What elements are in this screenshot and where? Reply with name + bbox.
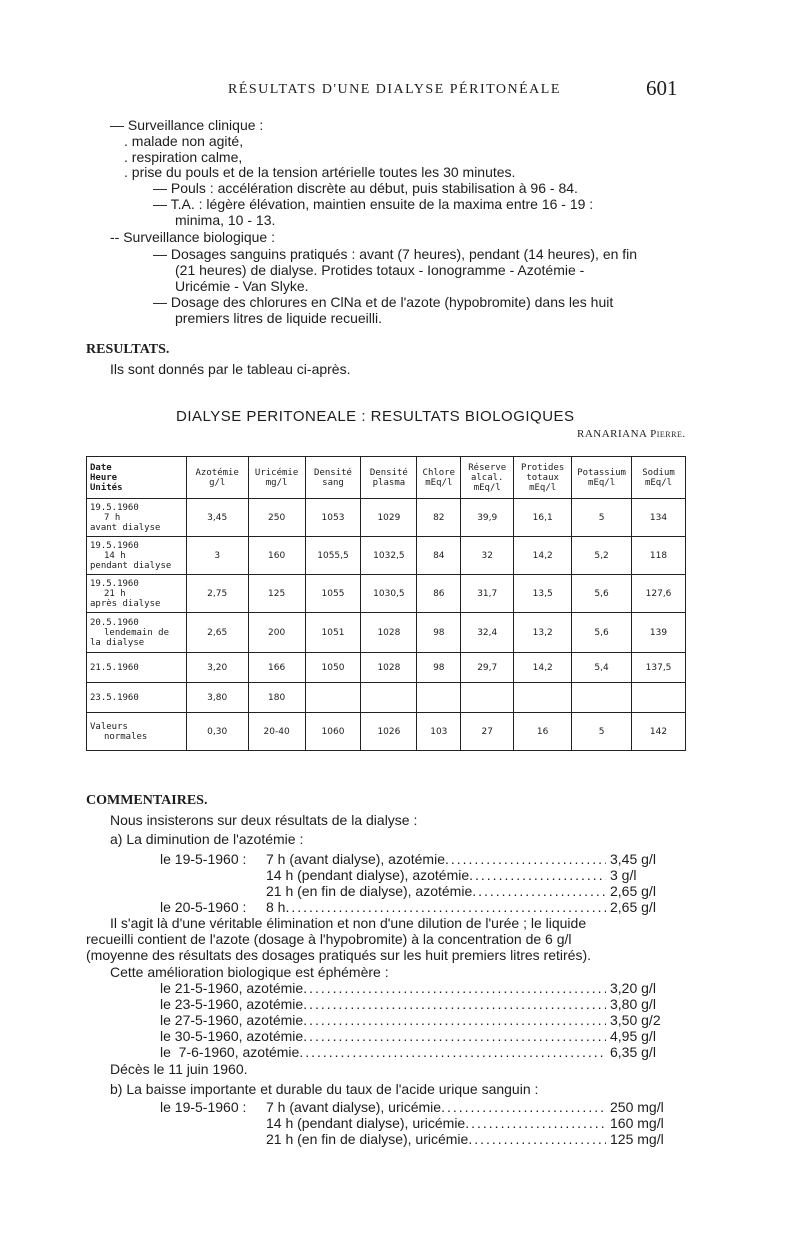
pouls-line: — Pouls : accélération discrète au début, puis stabilisation à 96 - 84. (153, 180, 578, 196)
value-cell: 3 (186, 537, 248, 575)
leader-dots (465, 1115, 606, 1132)
chlorures-line: — Dosage des chlorures en ClNa et de l'azote (hypobromite) dans les huit (153, 294, 614, 310)
table-author: RANARIANA Pierre. (577, 428, 686, 440)
leader-line (266, 1131, 688, 1148)
value-cell: 13,2 (514, 613, 572, 653)
header-cell (572, 457, 632, 499)
value-cell (305, 683, 361, 713)
row-label-text: 21 h (104, 588, 126, 599)
leader-dots (299, 1044, 606, 1061)
header-cell (248, 457, 305, 499)
value-cell: 1055,5 (305, 537, 361, 575)
leader-dots (472, 883, 606, 900)
value-cell: 200 (248, 613, 305, 653)
value-cell: 98 (417, 613, 461, 653)
header-text: Uricémie (254, 467, 299, 478)
value-cell: 166 (248, 653, 305, 683)
line-value: 160 mg/l (610, 1115, 664, 1131)
leader-line (266, 883, 688, 900)
table-row (87, 575, 686, 613)
value-cell: 5 (572, 499, 632, 537)
line-value: 125 mg/l (610, 1131, 664, 1147)
chlorures-line: premiers litres de liquide recueilli. (175, 310, 382, 326)
results-table (86, 456, 686, 751)
leader-dots (303, 1028, 606, 1045)
header-text: Densité (369, 467, 408, 478)
line-value: 2,65 g/l (610, 899, 656, 915)
leader-line (160, 1012, 688, 1029)
header-cell (305, 457, 361, 499)
value-cell: 32,4 (461, 613, 514, 653)
value-cell: 16 (514, 713, 572, 751)
line-text: 7 h (avant dialyse), uricémie (266, 1099, 442, 1115)
row-label-text: après dialyse (90, 598, 161, 609)
row-label-text: 20.5.1960 (90, 617, 139, 628)
value-cell: 142 (632, 713, 686, 751)
running-title: RÉSULTATS D'UNE DIALYSE PÉRITONÉALE (228, 82, 561, 97)
value-cell: 137,5 (632, 653, 686, 683)
leader-line (160, 1028, 688, 1045)
value-cell: 3,80 (186, 683, 248, 713)
row-label-text: 14 h (104, 550, 126, 561)
para1-line: Il s'agit là d'une véritable élimination et non d'une dilution de l'urée ; le liquide (110, 915, 587, 931)
value-cell (361, 683, 417, 713)
value-cell: 1030,5 (361, 575, 417, 613)
line-value: 3 g/l (610, 867, 637, 883)
value-cell: 1026 (361, 713, 417, 751)
value-cell: 5 (572, 713, 632, 751)
header-text: Potassium (577, 467, 626, 478)
line-text: 7 h (avant dialyse), azotémie (266, 851, 445, 867)
clinique-item: . malade non agité, (124, 133, 244, 149)
dosages-line: Uricémie - Van Slyke. (175, 278, 309, 294)
header-cell (514, 457, 572, 499)
value-cell: 1055 (305, 575, 361, 613)
value-cell: 134 (632, 499, 686, 537)
header-text: Réserve (468, 462, 507, 473)
header-text: Unités (90, 482, 123, 493)
value-cell (417, 683, 461, 713)
line-text: 8 h (266, 899, 286, 915)
value-cell: 16,1 (514, 499, 572, 537)
value-cell: 250 (248, 499, 305, 537)
value-cell (514, 683, 572, 713)
leader-line (160, 996, 688, 1013)
ephemere-line: Cette amélioration biologique est éphémère : (110, 964, 389, 980)
value-cell: 39,9 (461, 499, 514, 537)
table-row (87, 683, 686, 713)
row-label-cell (87, 499, 187, 537)
row-label-cell (87, 613, 187, 653)
commentaires-intro: Nous insisterons sur deux résultats de la dialyse : (110, 812, 418, 828)
value-cell: 98 (417, 653, 461, 683)
value-cell: 180 (248, 683, 305, 713)
row-label-text: Valeurs (90, 721, 128, 732)
value-cell: 27 (461, 713, 514, 751)
header-text: Azotémie (195, 467, 239, 478)
row-label-text: 19.5.1960 (90, 502, 139, 513)
line-value: 3,20 g/l (610, 980, 656, 996)
header-text: mEq/l (425, 477, 453, 488)
line-value: 3,45 g/l (610, 851, 656, 867)
value-cell: 82 (417, 499, 461, 537)
line-text: 21 h (en fin de dialyse), azotémie (266, 883, 473, 899)
header-cell (461, 457, 514, 499)
header-text: mEq/l (529, 482, 557, 493)
table-header-row (87, 457, 686, 499)
value-cell: 1051 (305, 613, 361, 653)
value-cell: 118 (632, 537, 686, 575)
leader-line (266, 1115, 688, 1132)
leader-line (266, 1099, 688, 1116)
value-cell: 160 (248, 537, 305, 575)
value-cell: 1050 (305, 653, 361, 683)
value-cell: 5,2 (572, 537, 632, 575)
header-text: Chlore (422, 467, 456, 478)
header-text: Heure (90, 472, 118, 483)
line-text: le 7-6-1960, azotémie (160, 1044, 300, 1060)
line-text: le 30-5-1960, azotémie (160, 1028, 304, 1044)
value-cell: 2,75 (186, 575, 248, 613)
value-cell: 86 (417, 575, 461, 613)
row-label-text: lendemain de (104, 627, 170, 638)
value-cell: 3,45 (186, 499, 248, 537)
line-text: 14 h (pendant dialyse), uricémie (266, 1115, 466, 1131)
header-cell (632, 457, 686, 499)
row-label-text: avant dialyse (90, 522, 161, 533)
value-cell: 103 (417, 713, 461, 751)
header-text: totaux (526, 472, 559, 483)
value-cell: 1029 (361, 499, 417, 537)
line-value: 3,80 g/l (610, 996, 656, 1012)
line-date: le 19-5-1960 : (160, 851, 247, 867)
header-cell (361, 457, 417, 499)
row-label-cell (87, 575, 187, 613)
leader-dots (303, 996, 606, 1013)
row-label-text: 23.5.1960 (90, 692, 139, 703)
value-cell: 139 (632, 613, 686, 653)
para1-line: (moyenne des résultats des dosages pratiqués sur les huit premiers litres retirés). (86, 947, 591, 963)
table-row (87, 713, 686, 751)
header-cell-date (87, 457, 187, 499)
header-text: Date (90, 462, 112, 473)
line-value: 3,50 g/2 (610, 1012, 661, 1028)
line-date: le 19-5-1960 : (160, 1099, 247, 1115)
row-label-cell (87, 683, 187, 713)
value-cell: 32 (461, 537, 514, 575)
leader-line (266, 867, 688, 884)
line-value: 4,95 g/l (610, 1028, 656, 1044)
value-cell (461, 683, 514, 713)
value-cell (572, 683, 632, 713)
value-cell: 5,6 (572, 613, 632, 653)
para1-line: recueilli contient de l'azote (dosage à l'hypobromite) à la concentration de 6 g/l (86, 931, 572, 947)
surveillance-clinique-title: — Surveillance clinique : (110, 117, 264, 133)
value-cell: 5,4 (572, 653, 632, 683)
leader-dots (445, 851, 606, 868)
section-b-title: b) La baisse importante et durable du taux de l'acide urique sanguin : (110, 1081, 539, 1097)
line-value: 250 mg/l (610, 1099, 664, 1115)
clinique-item: . prise du pouls et de la tension artérielle toutes les 30 minutes. (124, 164, 516, 180)
value-cell: 1028 (361, 653, 417, 683)
dosages-line: — Dosages sanguins pratiqués : avant (7 heures), pendant (14 heures), en fin (153, 246, 638, 262)
ta-line: — T.A. : légère élévation, maintien ensuite de la maxima entre 16 - 19 : (153, 196, 594, 212)
header-text: Sodium (642, 467, 675, 478)
header-text: g/l (209, 477, 226, 488)
value-cell: 84 (417, 537, 461, 575)
row-label-text: normales (104, 731, 148, 742)
resultats-text: Ils sont donnés par le tableau ci-après. (110, 361, 351, 377)
header-text: mg/l (265, 477, 288, 488)
header-cell (417, 457, 461, 499)
row-label-text: 19.5.1960 (90, 578, 139, 589)
value-cell: 14,2 (514, 653, 572, 683)
row-label-text: 19.5.1960 (90, 540, 139, 551)
value-cell: 5,6 (572, 575, 632, 613)
value-cell: 13,5 (514, 575, 572, 613)
header-text: mEq/l (473, 482, 501, 493)
leader-line (266, 899, 688, 916)
leader-line (266, 851, 688, 868)
line-text: 21 h (en fin de dialyse), uricémie (266, 1131, 469, 1147)
header-text: alcal. (470, 472, 504, 483)
row-label-cell (87, 653, 187, 683)
value-cell: 1028 (361, 613, 417, 653)
header-text: mEq/l (588, 477, 616, 488)
header-text: Densité (314, 467, 352, 478)
value-cell: 1060 (305, 713, 361, 751)
leader-dots (303, 1012, 606, 1029)
leader-dots (468, 1131, 606, 1148)
row-label-cell (87, 537, 187, 575)
value-cell: 14,2 (514, 537, 572, 575)
header-text: Protides (520, 462, 565, 473)
table-row (87, 499, 686, 537)
leader-dots (285, 899, 606, 916)
value-cell: 31,7 (461, 575, 514, 613)
surveillance-bio-title: -- Surveillance biologique : (110, 229, 275, 245)
value-cell: 3,20 (186, 653, 248, 683)
leader-dots (469, 867, 606, 884)
clinique-item: . respiration calme, (124, 149, 243, 165)
line-text: 14 h (pendant dialyse), azotémie (266, 867, 470, 883)
row-label-cell (87, 713, 187, 751)
row-label-text: 21.5.1960 (90, 662, 139, 673)
value-cell: 1032,5 (361, 537, 417, 575)
line-text: le 23-5-1960, azotémie (160, 996, 304, 1012)
ta-line: minima, 10 - 13. (175, 212, 276, 228)
header-cell (186, 457, 248, 499)
leader-line (160, 1044, 688, 1061)
header-text: mEq/l (644, 477, 673, 488)
value-cell: 2,65 (186, 613, 248, 653)
row-label-text: 7 h (104, 512, 121, 523)
page-number: 601 (646, 76, 678, 100)
value-cell: 0,30 (186, 713, 248, 751)
leader-line (160, 980, 688, 997)
deces-line: Décès le 11 juin 1960. (110, 1061, 248, 1077)
value-cell: 1053 (305, 499, 361, 537)
table-row (87, 653, 686, 683)
line-text: le 21-5-1960, azotémie (160, 980, 304, 996)
leader-dots (441, 1099, 606, 1116)
dosages-line: (21 heures) de dialyse. Protides totaux - Ionogramme - Azotémie - (175, 262, 585, 278)
line-value: 6,35 g/l (610, 1044, 656, 1060)
table-row (87, 613, 686, 653)
value-cell: 127,6 (632, 575, 686, 613)
row-label-text: la dialyse (90, 637, 145, 648)
value-cell: 125 (248, 575, 305, 613)
line-text: le 27-5-1960, azotémie (160, 1012, 304, 1028)
resultats-heading: RESULTATS. (86, 342, 170, 357)
header-text: sang (322, 477, 344, 488)
table-title: DIALYSE PERITONEALE : RESULTATS BIOLOGIQUES (176, 408, 575, 425)
value-cell: 29,7 (461, 653, 514, 683)
line-date: le 20-5-1960 : (160, 899, 247, 915)
section-a-title: a) La diminution de l'azotémie : (110, 831, 304, 847)
row-label-text: pendant dialyse (90, 560, 172, 571)
value-cell: 20-40 (248, 713, 305, 751)
table-row (87, 537, 686, 575)
leader-dots (303, 980, 606, 997)
header-text: plasma (372, 477, 406, 488)
commentaires-heading: COMMENTAIRES. (86, 793, 208, 808)
value-cell (632, 683, 686, 713)
line-value: 2,65 g/l (610, 883, 656, 899)
